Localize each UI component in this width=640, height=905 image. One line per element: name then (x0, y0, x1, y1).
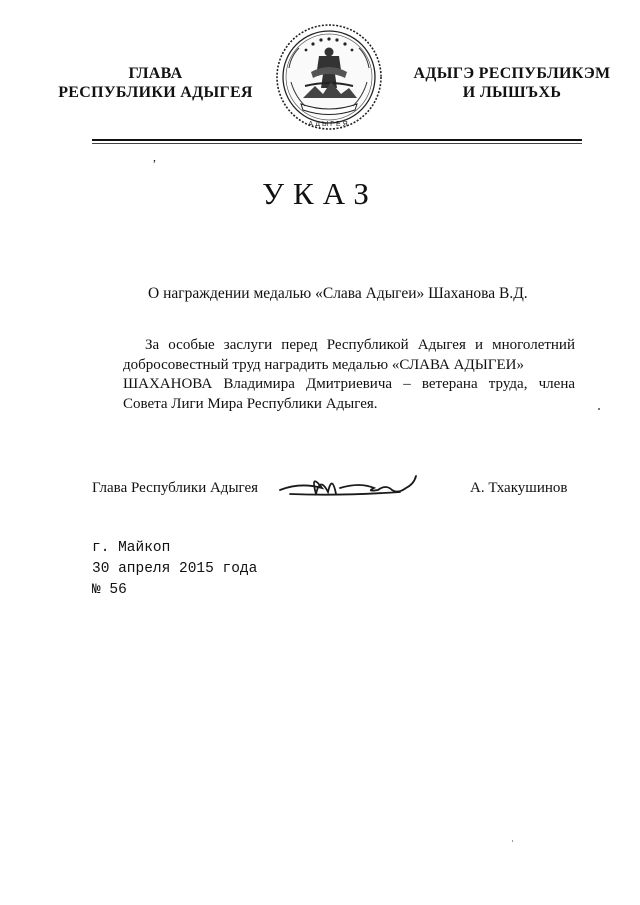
signatory-name: А. Тхакушинов (470, 480, 568, 496)
scan-speck (512, 840, 513, 842)
header-right-line1: АДЫГЭ РЕСПУБЛИКЭМ (413, 65, 611, 82)
header-left-title (38, 64, 273, 102)
header-right-line2: И ЛЫШЪХЬ (462, 84, 562, 101)
header-left-line2: РЕСПУБЛИКИ АДЫГЕЯ (58, 84, 253, 101)
emblem-inscription: АДЫГЕЯ (308, 121, 350, 128)
stray-mark: , (153, 150, 156, 164)
decree-body (123, 336, 575, 414)
footer-city: г. Майкоп (92, 540, 171, 556)
header-left-line1: ГЛАВА (128, 65, 183, 82)
footer-date: 30 апреля 2015 года (92, 561, 258, 577)
decree-subject: О награждении медалью «Слава Адыгеи» Шаханова В.Д. (148, 285, 528, 302)
decree-paragraph-1: За особые заслуги перед Республикой Адыгея и многолетний добросовестный труд наградить медалью «СЛАВА АДЫГЕИ» (123, 337, 575, 373)
header-rule-thin (92, 143, 582, 144)
header-rule-thick (92, 139, 582, 141)
decree-paragraph-2: ШАХАНОВА Владимира Дмитриевича – ветерана труда, члена Совета Лиги Мира Республики Адыгея. (123, 376, 575, 412)
document-title: УКАЗ (262, 176, 378, 211)
coat-of-arms-emblem (275, 22, 383, 132)
scan-speck (598, 408, 600, 410)
header-right-title (388, 64, 636, 102)
signatory-role: Глава Республики Адыгея (92, 480, 259, 496)
footer-number: № 56 (92, 582, 127, 598)
handwritten-signature (270, 464, 430, 504)
decree-footer (92, 538, 257, 601)
